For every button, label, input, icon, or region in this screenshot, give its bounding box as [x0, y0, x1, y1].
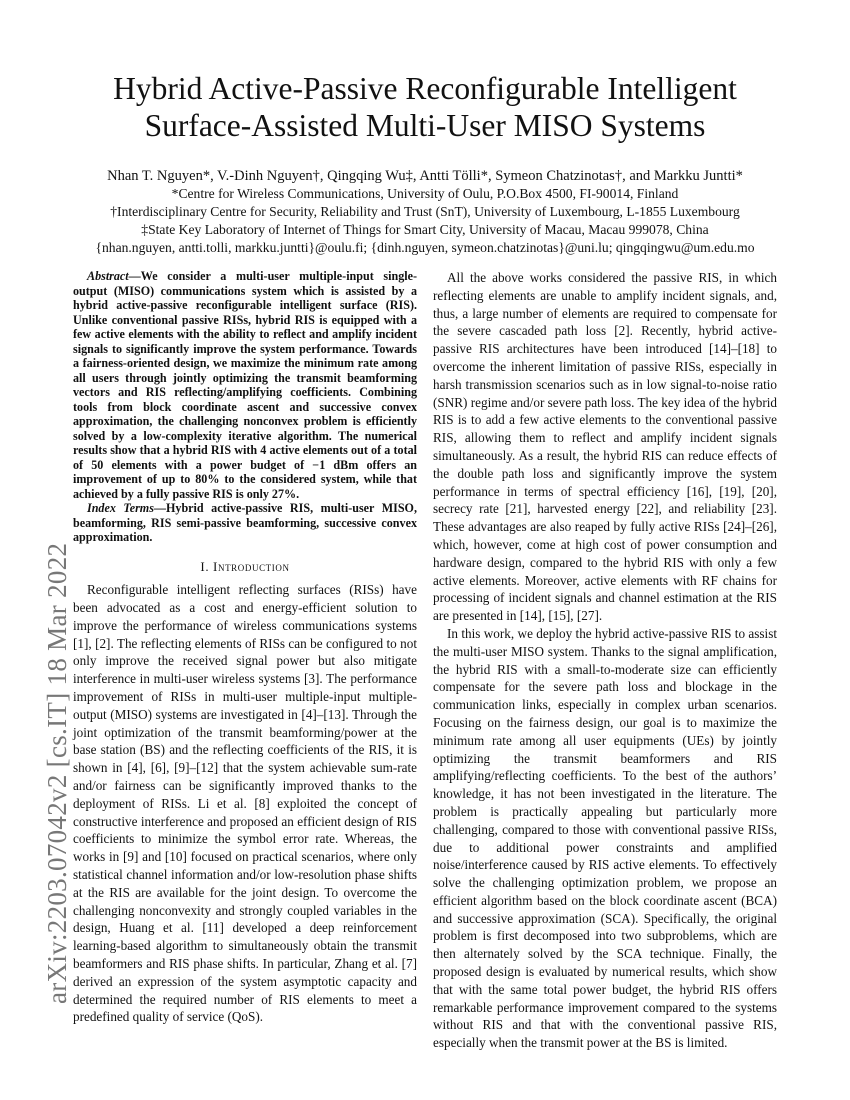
- section-heading: I. Introduction: [200, 558, 290, 574]
- intro-paragraph-2: All the above works considered the passive RIS, in which reflecting elements are unable to amplify incident signals, and, thus, a large number of elements are required to compensate for the severe cascaded path loss [2]. Recently, hybrid active-passive RIS architectures have been introduced [14]–[18] to overcome the inherent limitation of passive RISs, especially in harsh transmission scenarios such as in low signal-to-noise ratio (SNR) regime and/or severe path loss. The key idea of the hybrid RIS is to add a few active elements to the conventional passive RIS, allowing them to reflect and amplify incident signals simultaneously. As a result, the hybrid RIS can reduce effects of the double path loss and significantly improve the system performance in terms of spectral efficiency [16], [19], [20], secrecy rate [21], harvested energy [22], and reliability [23]. These advantages are also reaped by fully active RISs [24]–[26], which, however, come at high cost of power consumption and hardware design, compared to the hybrid RIS with only a few active elements. Moreover, active elements with RF chains for processing of incident signals and channel estimation at the RIS are presented in [14], [15], [27].: [433, 270, 778, 624]
- left-column: [73, 269, 417, 1026]
- affiliation-macau: ‡State Key Laboratory of Internet of Things for Smart City, University of Macau, Macau 999078, China: [141, 222, 709, 237]
- abstract-text: —We consider a multi-user multiple-input single-output (MISO) communications system which is assisted by a hybrid active-passive reconfigurable intelligent surface (RIS). Unlike conventional passive RISs, hybrid RIS is equipped with a few active elements with the ability to reflect and amplify incident signals to significantly improve the system performance. Towards a fairness-oriented design, we maximize the minimum rate among all users through jointly optimizing the transmit beamforming vectors and RIS reflecting/amplifying coefficients. Combining tools from block coordinate ascent and successive convex approximation, the challenging nonconvex problem is efficiently solved by a low-complexity iterative algorithm. The numerical results show that a hybrid RIS with 4 active elements out of a total of 50 elements with a power budget of −1 dBm offers an improvement of up to 80% to the considered system, while that achieved by a fully passive RIS is only 27%.: [73, 269, 417, 501]
- index-terms-text: —Hybrid active-passive RIS, multi-user MISO, beamforming, RIS semi-passive beamforming, successive convex approximation.: [73, 501, 417, 544]
- author-emails: {nhan.nguyen, antti.tolli, markku.juntti}@oulu.fi; {dinh.nguyen, symeon.chatzinotas}@uni.lu; qingqingwu@um.edu.mo: [95, 240, 755, 255]
- index-terms: [73, 501, 417, 545]
- affiliation-luxembourg: †Interdisciplinary Centre for Security, Reliability and Trust (SnT), University of Luxembourg, L-1855 Luxembourg: [110, 204, 740, 219]
- right-column: [433, 269, 777, 1052]
- arxiv-identifier: arXiv:2203.07042v2 [cs.IT] 18 Mar 2022: [42, 542, 72, 1004]
- affiliation-oulu: *Centre for Wireless Communications, University of Oulu, P.O.Box 4500, FI-90014, Finland: [171, 186, 679, 201]
- abstract-label: Abstract: [87, 269, 129, 283]
- abstract: [73, 269, 417, 501]
- index-terms-label: Index Terms: [87, 501, 154, 515]
- author-list: Nhan T. Nguyen*, V.-Dinh Nguyen†, Qingqing Wu‡, Antti Tölli*, Symeon Chatzinotas†, and Markku Juntti*: [107, 168, 743, 184]
- intro-paragraph-1: Reconfigurable intelligent reflecting surfaces (RISs) have been advocated as a cost and energy-efficient solution to improve the performance of wireless communications systems [1], [2]. The reflecting elements of RISs can be configured to not only improve the received signal power but also mitigate interference in multi-user wireless systems [3]. The performance improvement of RISs in multi-user multiple-input multiple-output (MISO) systems are investigated in [4]–[13]. Through the joint optimization of the transmit beamforming/power at the base station (BS) and the reflecting coefficients of the RIS, it is shown in [4], [6], [9]–[12] that the system achievable sum-rate and/or fairness can be significantly improved thanks to the deployment of RISs. Li et al. [8] exploited the concept of constructive interference and proposed an efficient design of RIS coefficients to minimize the symbol error rate. Whereas, the works in [9] and [10] focused on practical scenarios, where only statistical channel information and/or low-resolution phase shifts at the RIS are available for the joint design. To overcome the challenging nonconvexity and strongly coupled variables in the design, Huang et al. [11] developed a deep reinforcement learning-based algorithm to simultaneously obtain the transmit beamformers and RIS phase shifts. In particular, Zhang et al. [7] derived an expression of the system asymptotic capacity and determined the required number of RIS elements to meet a predefined quality of service (QoS).: [73, 582, 417, 1025]
- intro-paragraph-3: In this work, we deploy the hybrid active-passive RIS to assist the multi-user MISO system. Thanks to the signal amplification, the hybrid RIS with a small-to-moderate size can efficiently compensate for the severe path loss and blockage in the communication links, especially in complex urban scenarios. Focusing on the fairness design, our goal is to maximize the minimum rate among all user equipments (UEs) by jointly optimizing the transmit beamformers and RIS amplifying/reflecting coefficients. To the best of the authors’ knowledge, it has not been investigated in the literature. The problem is practically appealing but particularly more challenging, compared to those with conventional passive RISs, due to additional power constraints and amplified noise/interference caused by RIS active elements. To effectively solve the challenging optimization problem, we propose an efficient algorithm based on the block coordinate ascent (BCA) and successive approximation (SCA). Specifically, the original problem is first decomposed into two subproblems, which are then alternately solved by the SCA technique. Finally, the proposed design is evaluated by numerical results, which show that with the same total power budget, the hybrid RIS offers remarkable performance improvement compared to the systems without RIS and that with the conventional passive RIS, especially when the transmit power at the BS is limited.: [433, 625, 777, 1051]
- paper-title: Hybrid Active-Passive Reconfigurable Intelligent Surface-Assisted Multi-User MISO Systems: [113, 71, 737, 143]
